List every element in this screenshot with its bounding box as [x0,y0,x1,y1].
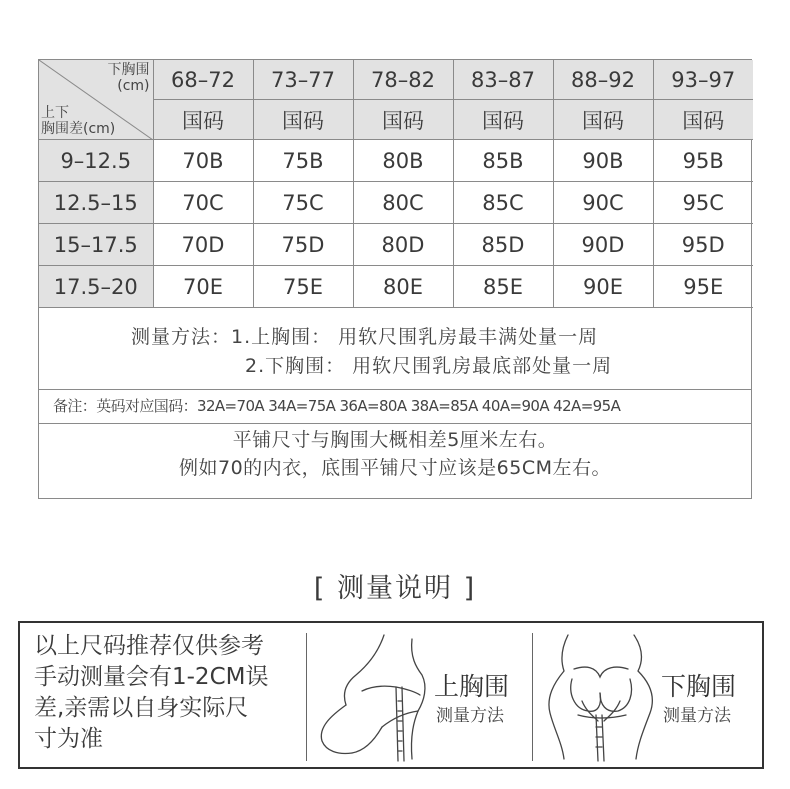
section-title: [ 测量说明 ] [313,573,477,604]
under-bust-range: 93–97 [653,60,753,100]
method-line-1: 测量方法：1.上胸围： 用软尺围乳房最丰满处量一周 [131,326,599,348]
size-cell: 90E [553,266,653,308]
bust-diff-cell: 15–17.5 [39,224,153,266]
size-cell: 70D [153,224,253,266]
size-chart [38,59,752,499]
size-cell: 95E [653,266,753,308]
table-row [39,140,753,182]
measurement-guide [18,621,764,769]
size-system-label: 国码 [453,100,553,140]
size-system-label: 国码 [153,100,253,140]
size-cell: 95B [653,140,753,182]
under-bust-range: 88–92 [553,60,653,100]
table-row [39,182,753,224]
size-cell: 90B [553,140,653,182]
size-cell: 70B [153,140,253,182]
size-cell: 85B [453,140,553,182]
size-system-label: 国码 [353,100,453,140]
under-bust-header [108,62,150,94]
table-corner-cell [39,60,153,140]
bust-diff-cell: 12.5–15 [39,182,153,224]
disclaimer [34,631,304,755]
size-cell: 85E [453,266,553,308]
lower-bust-figure-icon [538,631,662,763]
bust-diff-header [41,105,115,137]
size-cell: 95C [653,182,753,224]
upper-bust-title: 上胸围 [434,672,510,701]
size-cell: 80E [353,266,453,308]
size-cell: 75C [253,182,353,224]
bust-diff-label-2: 胸围差(cm) [41,121,116,137]
disclaimer-line: 以上尺码推荐仅供参考 [34,633,264,659]
under-bust-range: 78–82 [353,60,453,100]
bust-diff-label-1: 上下 [41,105,69,121]
size-cell: 70E [153,266,253,308]
under-bust-unit: (cm) [117,78,150,94]
size-cell: 75B [253,140,353,182]
upper-bust-figure-icon [312,631,442,763]
under-bust-range: 73–77 [253,60,353,100]
size-system-label: 国码 [653,100,753,140]
size-cell: 85C [453,182,553,224]
size-cell: 80D [353,224,453,266]
size-cell: 70C [153,182,253,224]
size-cell: 75E [253,266,353,308]
method-line-2: 2.下胸围： 用软尺围乳房最底部处量一周 [245,355,613,377]
under-bust-label: 下胸围 [107,62,150,78]
under-bust-range: 83–87 [453,60,553,100]
size-table [39,60,753,308]
tip-line-1: 平铺尺寸与胸围大概相差5厘米左右。 [232,429,558,451]
size-cell: 80B [353,140,453,182]
size-conversion-remark: 备注：英码对应国码：32A=70A 34A=75A 36A=80A 38A=85A 40A=90A 42A=95A [39,389,751,424]
divider [306,633,307,761]
size-cell: 85D [453,224,553,266]
table-row [39,266,753,308]
divider [532,633,533,761]
tip-line-2: 例如70的内衣，底围平铺尺寸应该是65CM左右。 [178,457,611,479]
lower-bust-title: 下胸围 [661,672,737,701]
under-bust-range: 68–72 [153,60,253,100]
table-row [39,224,753,266]
upper-bust-subtitle: 测量方法 [436,706,504,726]
disclaimer-line: 手动测量会有1-2CM误 [34,664,269,690]
size-cell: 75D [253,224,353,266]
bust-diff-cell: 9–12.5 [39,140,153,182]
bust-diff-cell: 17.5–20 [39,266,153,308]
size-system-label: 国码 [253,100,353,140]
notes-section [39,308,751,499]
lower-bust-subtitle: 测量方法 [663,706,731,726]
size-cell: 90D [553,224,653,266]
size-cell: 80C [353,182,453,224]
disclaimer-line: 差,亲需以自身实际尺 [34,695,249,721]
size-cell: 90C [553,182,653,224]
size-system-label: 国码 [553,100,653,140]
size-cell: 95D [653,224,753,266]
disclaimer-line: 寸为准 [34,726,103,752]
